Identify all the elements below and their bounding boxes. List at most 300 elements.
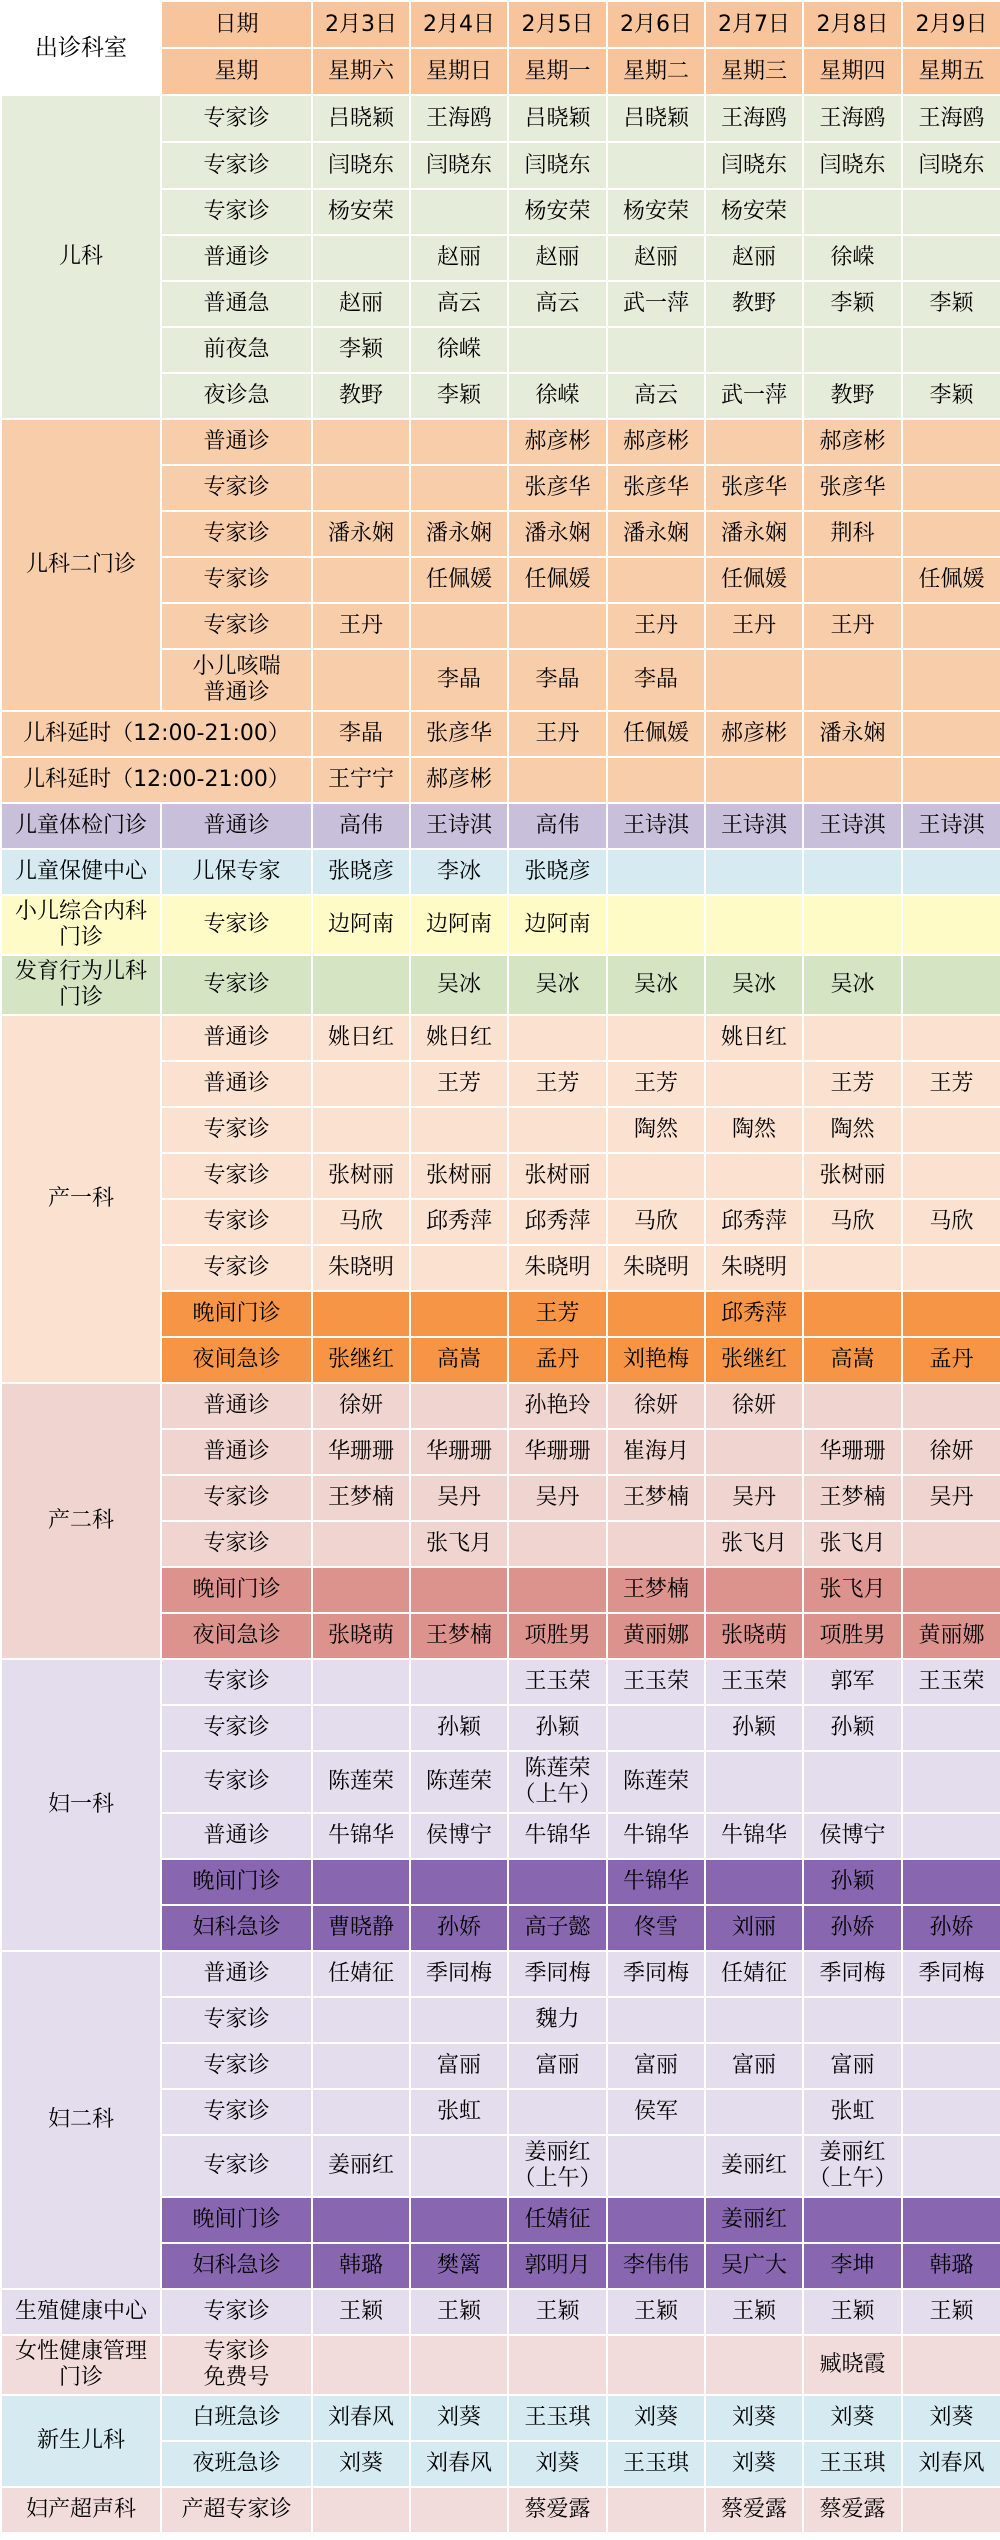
doctor-cell: 陈莲荣 bbox=[410, 1751, 508, 1813]
department-cell: 儿童保健中心 bbox=[1, 849, 161, 895]
doctor-cell bbox=[312, 1521, 410, 1567]
doctor-cell: 富丽 bbox=[705, 2043, 803, 2089]
doctor-cell bbox=[607, 849, 705, 895]
doctor-cell: 张晓萌 bbox=[312, 1613, 410, 1659]
doctor-cell: 刘葵 bbox=[607, 2395, 705, 2441]
doctor-cell bbox=[312, 1997, 410, 2043]
doctor-cell bbox=[803, 557, 902, 603]
doctor-cell: 华珊珊 bbox=[312, 1429, 410, 1475]
doctor-cell: 王丹 bbox=[705, 603, 803, 649]
doctor-cell: 王丹 bbox=[803, 603, 902, 649]
doctor-cell: 张彦华 bbox=[410, 711, 508, 757]
schedule-row bbox=[1, 2487, 1000, 2533]
doctor-cell: 张飞月 bbox=[803, 1521, 902, 1567]
doctor-cell bbox=[902, 419, 1000, 465]
doctor-cell: 杨安荣 bbox=[508, 189, 607, 235]
clinic-type-cell: 专家诊 bbox=[161, 189, 312, 235]
doctor-cell: 高子懿 bbox=[508, 1905, 607, 1951]
doctor-cell: 高伟 bbox=[508, 803, 607, 849]
doctor-cell bbox=[508, 327, 607, 373]
doctor-cell: 张晓彦 bbox=[508, 849, 607, 895]
doctor-cell bbox=[902, 1153, 1000, 1199]
doctor-cell bbox=[607, 2135, 705, 2197]
department-cell: 儿科二门诊 bbox=[1, 419, 161, 711]
doctor-cell bbox=[902, 2487, 1000, 2533]
clinic-type-cell: 专家诊 bbox=[161, 95, 312, 142]
doctor-cell: 吴冰 bbox=[410, 955, 508, 1015]
doctor-cell: 姜丽红 bbox=[705, 2135, 803, 2197]
clinic-type-cell: 普通诊 bbox=[161, 1813, 312, 1859]
doctor-cell bbox=[902, 757, 1000, 803]
doctor-cell bbox=[705, 1567, 803, 1613]
doctor-cell: 姜丽红 bbox=[705, 2197, 803, 2243]
doctor-cell: 刘艳梅 bbox=[607, 1337, 705, 1383]
doctor-cell: 陈莲荣 bbox=[312, 1751, 410, 1813]
doctor-cell bbox=[902, 1383, 1000, 1429]
doctor-cell bbox=[410, 1997, 508, 2043]
doctor-cell: 教野 bbox=[312, 373, 410, 419]
doctor-cell: 潘永娴 bbox=[508, 511, 607, 557]
doctor-cell: 张树丽 bbox=[312, 1153, 410, 1199]
clinic-type-cell: 专家诊 bbox=[161, 465, 312, 511]
doctor-cell: 任佩媛 bbox=[508, 557, 607, 603]
doctor-cell: 王诗淇 bbox=[902, 803, 1000, 849]
doctor-cell bbox=[410, 189, 508, 235]
clinic-type-cell: 专家诊 bbox=[161, 2135, 312, 2197]
doctor-cell: 季同梅 bbox=[607, 1951, 705, 1997]
doctor-cell: 张彦华 bbox=[508, 465, 607, 511]
doctor-cell: 姚日红 bbox=[410, 1015, 508, 1061]
doctor-cell bbox=[312, 1659, 410, 1705]
clinic-type-cell: 专家诊 bbox=[161, 603, 312, 649]
doctor-cell: 吴冰 bbox=[607, 955, 705, 1015]
doctor-cell: 李颖 bbox=[803, 281, 902, 327]
doctor-cell: 教野 bbox=[705, 281, 803, 327]
doctor-cell bbox=[902, 1997, 1000, 2043]
doctor-cell: 李伟伟 bbox=[607, 2243, 705, 2289]
doctor-cell: 王丹 bbox=[607, 603, 705, 649]
doctor-cell bbox=[410, 2335, 508, 2395]
weekday-cell: 星期三 bbox=[705, 48, 803, 95]
doctor-cell: 邱秀萍 bbox=[705, 1199, 803, 1245]
doctor-cell bbox=[508, 1859, 607, 1905]
clinic-type-cell: 专家诊 bbox=[161, 955, 312, 1015]
doctor-cell: 张树丽 bbox=[803, 1153, 902, 1199]
doctor-cell: 刘葵 bbox=[312, 2441, 410, 2487]
schedule-row bbox=[1, 1659, 1000, 1705]
doctor-cell bbox=[410, 2197, 508, 2243]
doctor-cell: 武一萍 bbox=[607, 281, 705, 327]
doctor-cell: 华珊珊 bbox=[803, 1429, 902, 1475]
weekday-cell: 星期六 bbox=[312, 48, 410, 95]
doctor-cell: 徐妍 bbox=[312, 1383, 410, 1429]
doctor-cell: 张虹 bbox=[803, 2089, 902, 2135]
doctor-cell: 孟丹 bbox=[508, 1337, 607, 1383]
doctor-cell: 高云 bbox=[508, 281, 607, 327]
doctor-cell bbox=[705, 757, 803, 803]
doctor-cell bbox=[803, 895, 902, 955]
doctor-cell: 马欣 bbox=[607, 1199, 705, 1245]
doctor-cell bbox=[803, 1015, 902, 1061]
doctor-cell bbox=[410, 1567, 508, 1613]
doctor-cell bbox=[803, 649, 902, 711]
doctor-cell bbox=[705, 1429, 803, 1475]
doctor-cell: 牛锦华 bbox=[508, 1813, 607, 1859]
doctor-cell: 杨安荣 bbox=[705, 189, 803, 235]
doctor-cell: 王芳 bbox=[508, 1291, 607, 1337]
doctor-cell bbox=[410, 1245, 508, 1291]
doctor-cell: 张晓彦 bbox=[312, 849, 410, 895]
schedule-row bbox=[1, 849, 1000, 895]
doctor-cell: 张飞月 bbox=[705, 1521, 803, 1567]
doctor-cell: 吴丹 bbox=[705, 1475, 803, 1521]
doctor-cell: 潘永娴 bbox=[803, 711, 902, 757]
doctor-cell: 牛锦华 bbox=[607, 1813, 705, 1859]
doctor-cell bbox=[705, 1859, 803, 1905]
doctor-cell: 王梦楠 bbox=[803, 1475, 902, 1521]
weekday-cell: 星期一 bbox=[508, 48, 607, 95]
doctor-cell: 郭明月 bbox=[508, 2243, 607, 2289]
doctor-cell: 杨安荣 bbox=[312, 189, 410, 235]
department-cell: 妇产超声科 bbox=[1, 2487, 161, 2533]
doctor-cell: 邱秀萍 bbox=[410, 1199, 508, 1245]
doctor-cell bbox=[803, 757, 902, 803]
doctor-cell: 王芳 bbox=[902, 1061, 1000, 1107]
doctor-cell bbox=[312, 557, 410, 603]
doctor-cell: 陈莲荣 bbox=[607, 1751, 705, 1813]
doctor-cell: 侯博宁 bbox=[803, 1813, 902, 1859]
department-cell: 儿科延时（12:00-21:00） bbox=[1, 711, 312, 757]
doctor-cell: 潘永娴 bbox=[705, 511, 803, 557]
doctor-cell: 牛锦华 bbox=[312, 1813, 410, 1859]
doctor-cell bbox=[312, 1061, 410, 1107]
date-cell: 2月9日 bbox=[902, 1, 1000, 48]
schedule-row bbox=[1, 955, 1000, 1015]
doctor-cell bbox=[803, 1751, 902, 1813]
clinic-type-cell: 专家诊 bbox=[161, 2289, 312, 2335]
doctor-cell: 崔海月 bbox=[607, 1429, 705, 1475]
doctor-cell: 王颖 bbox=[312, 2289, 410, 2335]
doctor-cell: 武一萍 bbox=[705, 373, 803, 419]
doctor-cell: 王梦楠 bbox=[607, 1567, 705, 1613]
doctor-cell: 闫晓东 bbox=[312, 142, 410, 189]
date-cell: 2月5日 bbox=[508, 1, 607, 48]
department-cell: 妇二科 bbox=[1, 1951, 161, 2289]
doctor-cell: 项胜男 bbox=[508, 1613, 607, 1659]
header-date-row bbox=[1, 1, 1000, 48]
doctor-cell bbox=[902, 2089, 1000, 2135]
doctor-cell: 吕晓颖 bbox=[508, 95, 607, 142]
doctor-cell: 刘葵 bbox=[705, 2395, 803, 2441]
doctor-cell: 孙颖 bbox=[410, 1705, 508, 1751]
doctor-cell bbox=[607, 1997, 705, 2043]
doctor-cell: 赵丽 bbox=[705, 235, 803, 281]
doctor-cell bbox=[902, 511, 1000, 557]
doctor-cell: 吴广大 bbox=[705, 2243, 803, 2289]
doctor-cell: 王梦楠 bbox=[607, 1475, 705, 1521]
doctor-cell: 蔡爱露 bbox=[508, 2487, 607, 2533]
doctor-cell: 侯博宁 bbox=[410, 1813, 508, 1859]
doctor-cell: 刘春风 bbox=[902, 2441, 1000, 2487]
doctor-cell: 孙颖 bbox=[508, 1705, 607, 1751]
doctor-cell: 郝彦彬 bbox=[607, 419, 705, 465]
doctor-cell bbox=[803, 2197, 902, 2243]
doctor-cell bbox=[607, 557, 705, 603]
clinic-type-cell: 妇科急诊 bbox=[161, 1905, 312, 1951]
doctor-cell: 张树丽 bbox=[410, 1153, 508, 1199]
doctor-cell: 刘葵 bbox=[705, 2441, 803, 2487]
doctor-cell bbox=[803, 189, 902, 235]
doctor-cell: 邱秀萍 bbox=[508, 1199, 607, 1245]
doctor-cell: 张飞月 bbox=[803, 1567, 902, 1613]
doctor-cell bbox=[705, 2089, 803, 2135]
clinic-type-cell: 专家诊 bbox=[161, 1997, 312, 2043]
doctor-cell bbox=[508, 1567, 607, 1613]
doctor-cell: 李颖 bbox=[902, 281, 1000, 327]
clinic-type-cell: 专家诊 bbox=[161, 1659, 312, 1705]
doctor-cell: 张继红 bbox=[312, 1337, 410, 1383]
doctor-cell: 任婧征 bbox=[508, 2197, 607, 2243]
clinic-type-cell: 普通诊 bbox=[161, 1015, 312, 1061]
department-cell: 儿科延时（12:00-21:00） bbox=[1, 757, 312, 803]
doctor-cell: 姜丽红 （上午） bbox=[508, 2135, 607, 2197]
doctor-cell bbox=[902, 327, 1000, 373]
doctor-cell: 侯军 bbox=[607, 2089, 705, 2135]
doctor-cell: 王宁宁 bbox=[312, 757, 410, 803]
doctor-cell bbox=[607, 2335, 705, 2395]
clinic-type-cell: 专家诊 bbox=[161, 2043, 312, 2089]
doctor-cell: 孙娇 bbox=[803, 1905, 902, 1951]
doctor-cell: 吴冰 bbox=[508, 955, 607, 1015]
doctor-cell bbox=[902, 1705, 1000, 1751]
doctor-cell: 邱秀萍 bbox=[705, 1291, 803, 1337]
doctor-cell bbox=[607, 1015, 705, 1061]
doctor-cell: 李晶 bbox=[607, 649, 705, 711]
date-cell: 2月3日 bbox=[312, 1, 410, 48]
clinic-type-cell: 专家诊 bbox=[161, 557, 312, 603]
doctor-cell bbox=[902, 1245, 1000, 1291]
doctor-cell bbox=[312, 465, 410, 511]
doctor-cell: 徐妍 bbox=[902, 1429, 1000, 1475]
doctor-cell: 王诗淇 bbox=[410, 803, 508, 849]
clinic-type-cell: 晚间门诊 bbox=[161, 2197, 312, 2243]
doctor-cell: 李颖 bbox=[410, 373, 508, 419]
doctor-cell: 边阿南 bbox=[312, 895, 410, 955]
doctor-cell: 刘春风 bbox=[312, 2395, 410, 2441]
doctor-cell: 闫晓东 bbox=[508, 142, 607, 189]
schedule-row bbox=[1, 1015, 1000, 1061]
doctor-cell bbox=[705, 1061, 803, 1107]
doctor-cell: 富丽 bbox=[803, 2043, 902, 2089]
doctor-cell: 潘永娴 bbox=[410, 511, 508, 557]
doctor-cell: 边阿南 bbox=[410, 895, 508, 955]
doctor-cell: 王海鸥 bbox=[902, 95, 1000, 142]
department-cell: 发育行为儿科 门诊 bbox=[1, 955, 161, 1015]
doctor-cell: 姜丽红 bbox=[312, 2135, 410, 2197]
doctor-cell: 牛锦华 bbox=[705, 1813, 803, 1859]
clinic-type-cell: 普通诊 bbox=[161, 1061, 312, 1107]
schedule-row bbox=[1, 895, 1000, 955]
doctor-cell bbox=[312, 1107, 410, 1153]
doctor-cell bbox=[410, 2487, 508, 2533]
doctor-cell bbox=[607, 1521, 705, 1567]
doctor-cell: 王诗淇 bbox=[803, 803, 902, 849]
doctor-cell bbox=[902, 1751, 1000, 1813]
doctor-cell bbox=[607, 1705, 705, 1751]
doctor-cell: 潘永娴 bbox=[607, 511, 705, 557]
clinic-type-cell: 专家诊 免费号 bbox=[161, 2335, 312, 2395]
doctor-cell: 陶然 bbox=[607, 1107, 705, 1153]
doctor-cell: 王玉荣 bbox=[607, 1659, 705, 1705]
doctor-cell: 张树丽 bbox=[508, 1153, 607, 1199]
date-cell: 2月4日 bbox=[410, 1, 508, 48]
doctor-cell bbox=[902, 603, 1000, 649]
doctor-cell bbox=[312, 2089, 410, 2135]
schedule-row bbox=[1, 419, 1000, 465]
doctor-cell: 高云 bbox=[410, 281, 508, 327]
doctor-cell: 黄丽娜 bbox=[607, 1613, 705, 1659]
doctor-cell: 张继红 bbox=[705, 1337, 803, 1383]
doctor-cell: 吴丹 bbox=[410, 1475, 508, 1521]
doctor-cell: 陈莲荣 （上午） bbox=[508, 1751, 607, 1813]
doctor-cell bbox=[607, 757, 705, 803]
doctor-cell bbox=[803, 327, 902, 373]
clinic-type-cell: 普通诊 bbox=[161, 1383, 312, 1429]
doctor-cell: 王诗淇 bbox=[607, 803, 705, 849]
doctor-cell: 马欣 bbox=[803, 1199, 902, 1245]
doctor-cell bbox=[312, 2487, 410, 2533]
doctor-cell: 牛锦华 bbox=[607, 1859, 705, 1905]
doctor-cell: 赵丽 bbox=[508, 235, 607, 281]
doctor-cell: 王海鸥 bbox=[803, 95, 902, 142]
clinic-type-cell: 专家诊 bbox=[161, 2089, 312, 2135]
doctor-cell bbox=[312, 1291, 410, 1337]
doctor-cell: 高嵩 bbox=[803, 1337, 902, 1383]
clinic-type-cell: 普通诊 bbox=[161, 1951, 312, 1997]
doctor-cell bbox=[508, 757, 607, 803]
department-cell: 小儿综合内科 门诊 bbox=[1, 895, 161, 955]
department-cell: 妇一科 bbox=[1, 1659, 161, 1951]
doctor-cell bbox=[902, 849, 1000, 895]
doctor-cell: 徐嵘 bbox=[410, 327, 508, 373]
doctor-cell bbox=[902, 1291, 1000, 1337]
clinic-type-cell: 专家诊 bbox=[161, 1751, 312, 1813]
department-cell: 生殖健康中心 bbox=[1, 2289, 161, 2335]
doctor-cell: 高伟 bbox=[312, 803, 410, 849]
doctor-cell: 佟雪 bbox=[607, 1905, 705, 1951]
doctor-cell: 任佩媛 bbox=[607, 711, 705, 757]
doctor-cell: 王玉琪 bbox=[607, 2441, 705, 2487]
doctor-cell: 朱晓明 bbox=[607, 1245, 705, 1291]
weekday-header-label: 星期 bbox=[161, 48, 312, 95]
doctor-cell: 季同梅 bbox=[902, 1951, 1000, 1997]
doctor-cell bbox=[902, 649, 1000, 711]
schedule-row bbox=[1, 803, 1000, 849]
doctor-cell bbox=[410, 465, 508, 511]
doctor-cell bbox=[902, 1813, 1000, 1859]
doctor-cell: 刘葵 bbox=[508, 2441, 607, 2487]
doctor-cell bbox=[312, 419, 410, 465]
doctor-cell bbox=[312, 2197, 410, 2243]
date-header-label: 日期 bbox=[161, 1, 312, 48]
doctor-cell: 孙娇 bbox=[902, 1905, 1000, 1951]
doctor-cell bbox=[902, 2197, 1000, 2243]
doctor-cell: 韩璐 bbox=[902, 2243, 1000, 2289]
doctor-cell: 王玉荣 bbox=[508, 1659, 607, 1705]
doctor-cell bbox=[508, 1107, 607, 1153]
doctor-cell bbox=[902, 189, 1000, 235]
doctor-cell bbox=[902, 1107, 1000, 1153]
doctor-cell bbox=[902, 711, 1000, 757]
doctor-cell: 孟丹 bbox=[902, 1337, 1000, 1383]
doctor-cell: 王海鸥 bbox=[410, 95, 508, 142]
clinic-type-cell: 普通诊 bbox=[161, 803, 312, 849]
doctor-cell: 郭军 bbox=[803, 1659, 902, 1705]
doctor-cell bbox=[312, 2043, 410, 2089]
date-cell: 2月8日 bbox=[803, 1, 902, 48]
doctor-cell: 吴冰 bbox=[705, 955, 803, 1015]
date-cell: 2月6日 bbox=[607, 1, 705, 48]
clinic-type-cell: 专家诊 bbox=[161, 511, 312, 557]
doctor-cell: 姚日红 bbox=[312, 1015, 410, 1061]
doctor-cell bbox=[607, 142, 705, 189]
doctor-cell bbox=[803, 1383, 902, 1429]
doctor-cell: 陶然 bbox=[705, 1107, 803, 1153]
doctor-cell bbox=[705, 419, 803, 465]
schedule-row bbox=[1, 2335, 1000, 2395]
clinic-type-cell: 普通诊 bbox=[161, 1429, 312, 1475]
department-cell: 女性健康管理 门诊 bbox=[1, 2335, 161, 2395]
doctor-cell: 李颖 bbox=[902, 373, 1000, 419]
doctor-cell bbox=[902, 1567, 1000, 1613]
doctor-cell: 孙颖 bbox=[803, 1859, 902, 1905]
doctor-cell: 陶然 bbox=[803, 1107, 902, 1153]
schedule-row bbox=[1, 1383, 1000, 1429]
doctor-cell: 郝彦彬 bbox=[508, 419, 607, 465]
doctor-cell bbox=[705, 1751, 803, 1813]
doctor-cell: 王颖 bbox=[607, 2289, 705, 2335]
doctor-cell: 赵丽 bbox=[410, 235, 508, 281]
doctor-cell: 华珊珊 bbox=[508, 1429, 607, 1475]
doctor-cell: 徐嵘 bbox=[508, 373, 607, 419]
doctor-cell: 王玉琪 bbox=[803, 2441, 902, 2487]
doctor-cell bbox=[705, 1153, 803, 1199]
doctor-cell: 李坤 bbox=[803, 2243, 902, 2289]
doctor-cell: 闫晓东 bbox=[410, 142, 508, 189]
doctor-cell: 魏力 bbox=[508, 1997, 607, 2043]
weekday-cell: 星期二 bbox=[607, 48, 705, 95]
doctor-cell: 刘葵 bbox=[902, 2395, 1000, 2441]
weekday-cell: 星期五 bbox=[902, 48, 1000, 95]
doctor-cell: 吕晓颖 bbox=[607, 95, 705, 142]
doctor-cell: 高嵩 bbox=[410, 1337, 508, 1383]
clinic-type-cell: 夜诊急 bbox=[161, 373, 312, 419]
doctor-cell bbox=[705, 327, 803, 373]
clinic-type-cell: 晚间门诊 bbox=[161, 1291, 312, 1337]
doctor-cell: 任婧征 bbox=[705, 1951, 803, 1997]
doctor-cell: 吕晓颖 bbox=[312, 95, 410, 142]
doctor-cell bbox=[902, 2043, 1000, 2089]
doctor-cell: 张晓萌 bbox=[705, 1613, 803, 1659]
doctor-cell: 王海鸥 bbox=[705, 95, 803, 142]
doctor-cell bbox=[410, 1291, 508, 1337]
doctor-cell bbox=[705, 649, 803, 711]
doctor-cell bbox=[508, 2089, 607, 2135]
doctor-cell: 朱晓明 bbox=[705, 1245, 803, 1291]
doctor-cell: 季同梅 bbox=[410, 1951, 508, 1997]
doctor-cell: 刘丽 bbox=[705, 1905, 803, 1951]
doctor-cell bbox=[902, 465, 1000, 511]
